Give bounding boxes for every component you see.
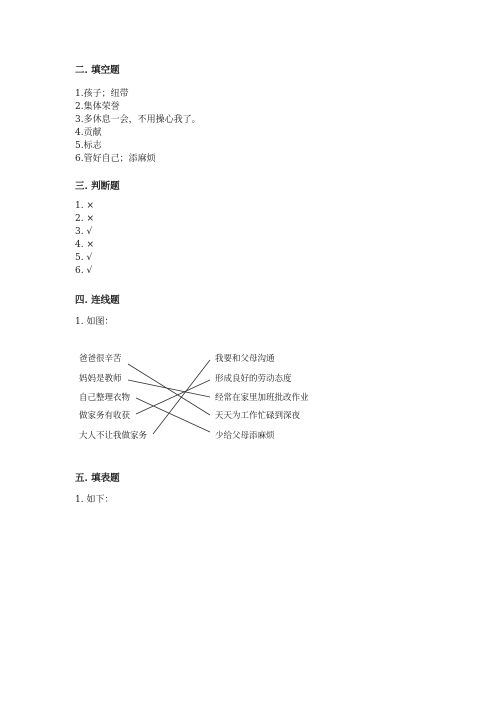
match-left-item: 自己整理衣物 [79,393,131,403]
answer-item: 6. √ [75,266,93,276]
answer-item: 6.管好自己；添麻烦 [75,154,156,164]
section-title-table: 五. 填表题 [75,473,120,484]
answer-item: 1. × [75,201,94,211]
answer-item: 3.多休息一会，不用操心我了。 [75,115,201,125]
answer-item: 1.孩子；纽带 [75,89,129,99]
answer-item: 5. √ [75,253,93,263]
match-left-item: 妈妈是教师 [79,374,122,384]
match-right-item: 经常在家里加班批改作业 [215,393,309,403]
section-title-true-false: 三. 判断题 [75,181,120,192]
answer-item: 4. × [75,240,94,250]
answer-item: 2. × [75,214,94,224]
match-right-item: 我要和父母沟通 [215,354,275,364]
match-line [136,380,210,414]
match-line [153,360,210,434]
match-left-item: 做家务有收获 [79,411,131,421]
table-intro: 1. 如下： [75,495,114,505]
match-right-item: 少给父母添麻烦 [215,431,275,441]
match-left-item: 爸爸很辛苦 [79,354,122,364]
match-line [128,380,210,397]
match-line [128,364,210,415]
match-right-item: 天天为工作忙碌到深夜 [215,411,301,421]
section-title-fill-blank: 二. 填空题 [75,65,120,76]
match-right-item: 形成良好的劳动态度 [215,374,292,384]
answer-item: 2.集体荣誉 [75,102,120,112]
match-left-item: 大人不让我做家务 [79,431,148,441]
answer-item: 5.标志 [75,141,102,151]
answer-item: 4.贡献 [75,128,102,138]
matching-intro: 1. 如图： [75,317,114,327]
answer-item: 3. √ [75,227,93,237]
section-title-matching: 四. 连线题 [75,295,120,306]
match-line [136,398,210,432]
